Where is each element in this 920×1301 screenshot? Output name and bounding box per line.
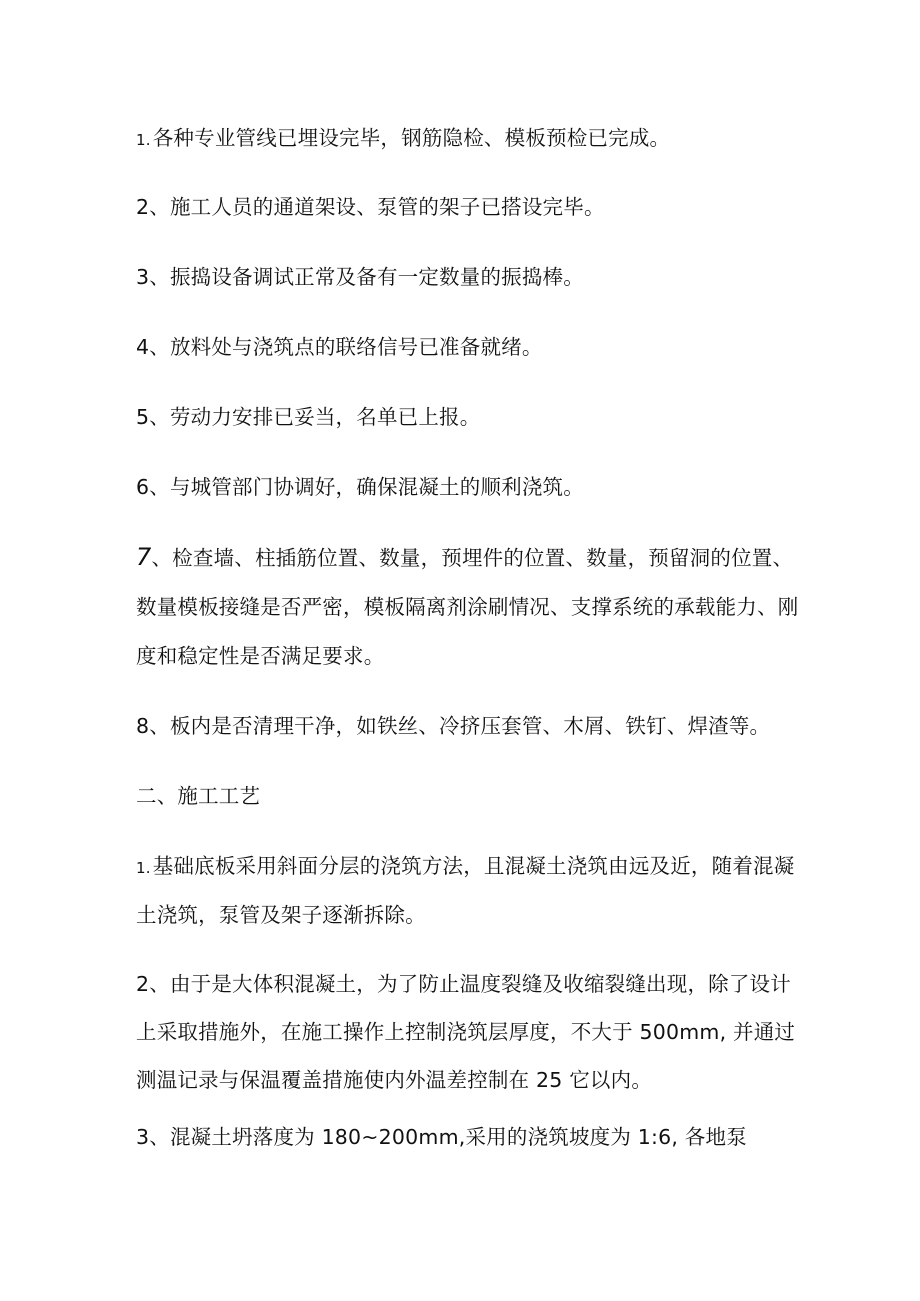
item-text: 、由于是大体积混凝土，为了防止温度裂缝及收缩裂缝出现，除了设计: [149, 972, 791, 996]
item-text: 、混凝土坍落度为 180~200mm,采用的浇筑坡度为 1:6, 各地泵: [149, 1125, 747, 1149]
item-number: 6: [136, 475, 150, 499]
item-number: 2: [136, 972, 150, 996]
process-item-2-cont-2: [136, 1066, 652, 1094]
prep-item-2: [136, 193, 605, 221]
prep-item-1: [136, 124, 670, 154]
item-text: 上采取措施外，在施工操作上控制浇筑层厚度，不大于 500mm, 并通过: [136, 1020, 796, 1044]
process-item-3: [136, 1123, 747, 1151]
prep-item-7: [136, 543, 793, 572]
item-text: 、振捣设备调试正常及备有一定数量的振捣棒。: [149, 265, 584, 289]
process-item-1-cont: [136, 901, 426, 929]
prep-item-4: [136, 333, 543, 361]
item-number: 4: [136, 335, 150, 359]
item-number: 5: [136, 405, 150, 429]
item-text: 、施工人员的通道架设、泵管的架子已搭设完毕。: [149, 195, 605, 219]
item-number: 3: [136, 265, 150, 289]
prep-item-3: [136, 263, 584, 291]
item-number: 3: [136, 1125, 150, 1149]
prep-item-7-cont-2: [136, 642, 384, 670]
prep-item-6: [136, 473, 584, 501]
prep-item-8: [136, 712, 770, 740]
item-text: 、板内是否清理干净，如铁丝、冷挤压套管、木屑、铁钉、焊渣等。: [149, 714, 771, 738]
prep-item-5: [136, 403, 480, 431]
item-text: 、放料处与浇筑点的联络信号已准备就绪。: [149, 335, 543, 359]
item-text: 、检查墙、柱插筋位置、数量，预埋件的位置、数量，预留洞的位置、: [151, 546, 794, 570]
item-number: 1.: [136, 859, 151, 877]
item-number: 8: [136, 714, 150, 738]
process-item-2: [136, 970, 791, 998]
item-number: 2: [136, 195, 150, 219]
process-item-1: [136, 852, 794, 882]
item-text: 数量模板接缝是否严密，模板隔离剂涂刷情况、支撑系统的承载能力、刚: [136, 595, 799, 619]
item-text: 各种专业管线已埋设完毕，钢筋隐检、模板预检已完成。: [152, 126, 671, 150]
section-heading: 二、施工工艺: [136, 784, 261, 808]
prep-item-7-cont-1: [136, 593, 798, 621]
process-item-2-cont-1: [136, 1018, 795, 1046]
item-number: 1.: [136, 131, 151, 149]
item-text: 基础底板采用斜面分层的浇筑方法，且混凝土浇筑由远及近，随着混凝: [152, 854, 795, 878]
item-text: 、与城管部门协调好，确保混凝土的顺利浇筑。: [149, 475, 584, 499]
item-number: 7: [136, 543, 152, 571]
item-text: 、劳动力安排已妥当，名单已上报。: [149, 405, 481, 429]
item-text: 土浇筑，泵管及架子逐渐拆除。: [136, 903, 426, 927]
item-text: 度和稳定性是否满足要求。: [136, 644, 385, 668]
item-text: 测温记录与保温覆盖措施使内外温差控制在 25 它以内。: [136, 1068, 653, 1092]
